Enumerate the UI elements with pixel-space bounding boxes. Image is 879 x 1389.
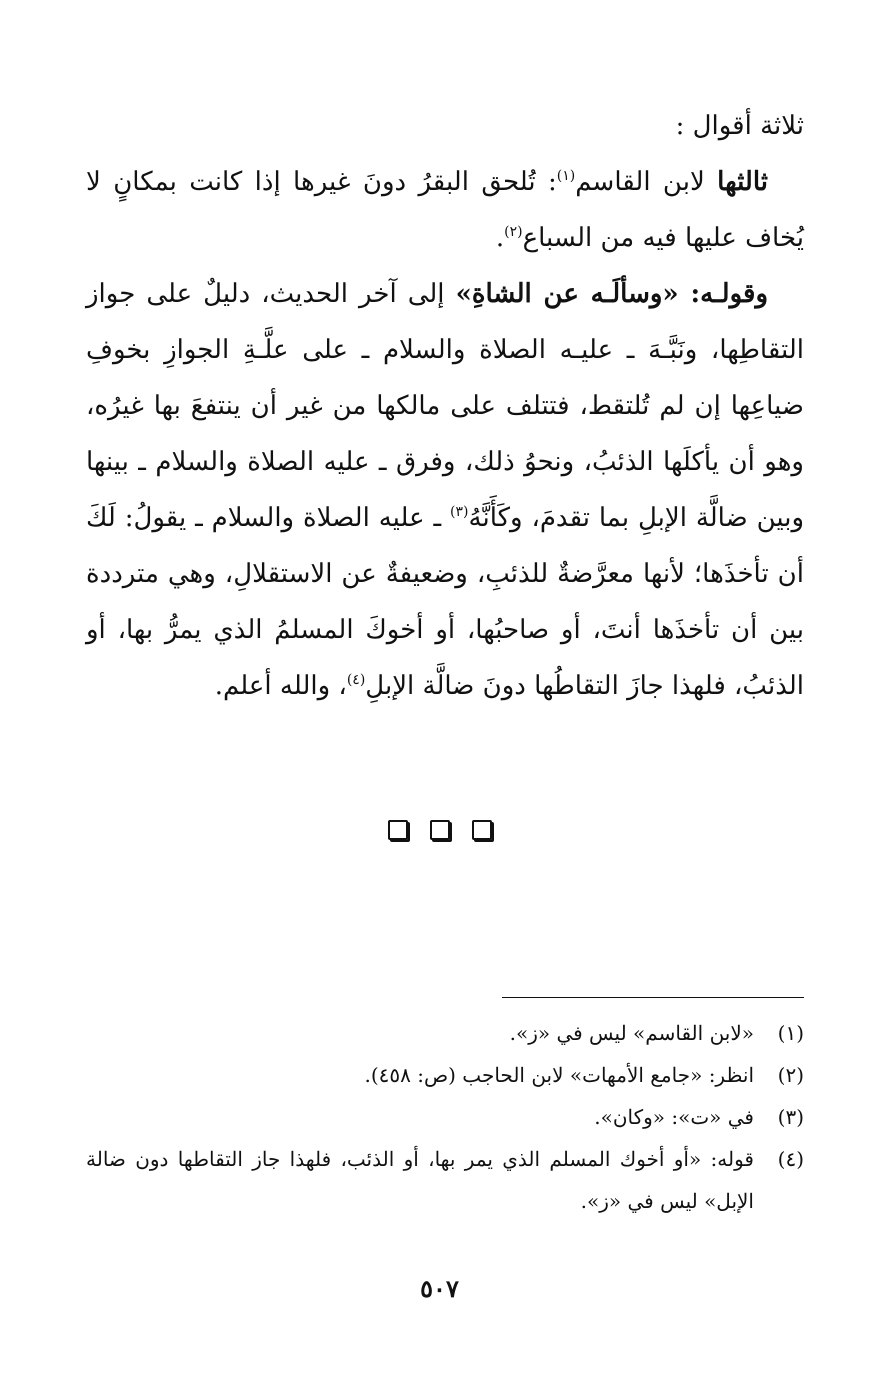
footnote-4: [86, 1138, 804, 1222]
footnote-1: [86, 1012, 804, 1054]
footnote-2-number: (٢): [777, 1063, 804, 1087]
footnote-ref-1[interactable]: (١): [556, 168, 576, 184]
footnote-2-text: انظر: «جامع الأمهات» لابن الحاجب (ص: ٤٥٨).: [364, 1063, 754, 1087]
footnote-3-number: (٣): [777, 1105, 804, 1129]
footnote-3: [86, 1096, 804, 1138]
footnote-4-number: (٤): [777, 1147, 804, 1171]
paragraph-1-text-b: : تُلحق البقرُ دونَ غيرها إذا كانت بمكانٍ لا يُخاف عليها فيه من السباع: [86, 167, 804, 253]
paragraph-2-lead: وقولـه: «وسألَـه عن الشاةِ»: [455, 279, 768, 309]
paragraph-2: [86, 266, 804, 714]
paragraph-1-text-c: .: [495, 223, 505, 253]
footnote-ref-4[interactable]: (٤): [346, 672, 366, 688]
square-ornament-icon: [472, 820, 492, 840]
intro-line: [86, 98, 804, 154]
section-ornament: [0, 820, 879, 840]
footnote-ref-2[interactable]: (٢): [504, 224, 523, 240]
footnote-1-number: (١): [777, 1021, 804, 1045]
square-ornament-icon: [388, 820, 408, 840]
paragraph-1: [86, 154, 804, 266]
footnotes: [86, 1012, 804, 1222]
footnote-3-text: في «ت»: «وكان».: [594, 1105, 754, 1129]
footnote-separator: [502, 997, 804, 998]
paragraph-2-text-c: ، والله أعلم.: [214, 671, 347, 701]
page-number: ٥٠٧: [420, 1274, 459, 1303]
footnote-1-text: «لابن القاسم» ليس في «ز».: [509, 1021, 754, 1045]
square-ornament-icon: [430, 820, 450, 840]
paragraph-1-lead: ثالثها: [717, 167, 768, 197]
footnote-ref-3[interactable]: (٣): [450, 504, 469, 520]
paragraph-2-text-b: ـ عليه الصلاة والسلام ـ يقولُ: لَكَ أن تأخذَها؛ لأنها معرَّضةٌ للذئبِ، وضعيفةٌ عن الاستقلالِ، وهي مترددة بين أن تأخذَها أنتَ، أو صاحبُها، أو أخوكَ المسلمُ الذي يمرُّ بها، أو الذئبُ، فلهذا جازَ التقاطُها دونَ ضالَّة الإبلِ: [86, 503, 804, 701]
footnote-2: [86, 1054, 804, 1096]
paragraph-2-text-a: إلى آخر الحديث، دليلٌ على جواز التقاطِها، ونَبَّـهَ ـ عليـه الصلاة والسلام ـ على علَّـةِ الجوازِ بخوفِ ضياعِها إن لم تُلتقط، فتتلف على مالكها من غير أن ينتفعَ بها غيرُه، وهو أن يأكلَها الذئبُ، ونحوُ ذلك، وفرق ـ عليه الصلاة والسلام ـ بينها وبين ضالَّة الإبلِ بما تقدمَ، وكَأَنَّهُ: [86, 279, 804, 533]
footnote-4-text: قوله: «أو أخوك المسلم الذي يمر بها، أو الذئب، فلهذا جاز التقاطها دون ضالة الإبل» ليس في «ز».: [86, 1147, 754, 1213]
paragraph-1-text-a: لابن القاسم: [575, 167, 718, 197]
intro-text: ثلاثة أقوال :: [675, 111, 804, 141]
